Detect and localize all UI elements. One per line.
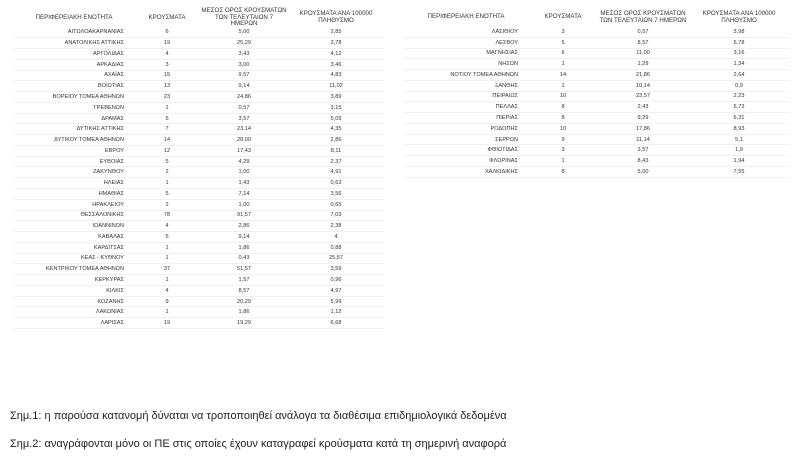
table-row (404, 134, 790, 145)
table-header-row (404, 8, 790, 27)
avg-cell: 21,86 (598, 70, 688, 81)
table-row (14, 253, 384, 264)
per100k-cell: 3,78 (288, 38, 384, 49)
table-row (404, 48, 790, 59)
area-cell: ΔΥΤΙΚΗΣ ΑΤΤΙΚΗΣ (14, 124, 134, 135)
table-row (404, 166, 790, 177)
avg-cell: 20,29 (200, 296, 288, 307)
table-row (404, 59, 790, 70)
area-cell: ΣΕΡΡΩΝ (404, 134, 528, 145)
cases-cell: 2 (134, 199, 200, 210)
table-row (14, 188, 384, 199)
per100k-cell: 4,97 (288, 285, 384, 296)
area-cell: ΠΙΕΡΙΑΣ (404, 113, 528, 124)
per100k-cell: 0,88 (288, 242, 384, 253)
area-cell: ΜΑΓΝΗΣΙΑΣ (404, 48, 528, 59)
area-cell: ΡΟΔΟΠΗΣ (404, 123, 528, 134)
table-row (404, 70, 790, 81)
area-cell: ΕΒΡΟΥ (14, 145, 134, 156)
area-cell: ΠΕΙΡΑΙΩΣ (404, 91, 528, 102)
area-cell: ΦΘΙΩΤΙΔΑΣ (404, 145, 528, 156)
cases-cell: 14 (528, 70, 598, 81)
per100k-cell: 2,23 (688, 91, 790, 102)
area-cell: ΠΕΛΛΑΣ (404, 102, 528, 113)
cases-cell: 1 (134, 307, 200, 318)
cases-cell: 37 (134, 264, 200, 275)
area-cell: ΛΑΣΙΘΙΟΥ (404, 27, 528, 37)
table-row (14, 113, 384, 124)
table-row (404, 156, 790, 167)
cases-cell: 14 (134, 135, 200, 146)
table-row (14, 124, 384, 135)
avg-cell: 1,29 (598, 59, 688, 70)
avg-cell: 9,14 (200, 232, 288, 243)
per100k-cell: 6,31 (688, 113, 790, 124)
avg-cell: 91,57 (200, 210, 288, 221)
table-row (14, 102, 384, 113)
area-cell: ΚΕΑΣ - ΚΥΘΝΟΥ (14, 253, 134, 264)
cases-cell: 10 (528, 123, 598, 134)
area-cell: ΔΥΤΙΚΟΥ ΤΟΜΕΑ ΑΘΗΝΩΝ (14, 135, 134, 146)
cases-cell: 1 (134, 102, 200, 113)
cases-cell: 8 (528, 113, 598, 124)
table-row (14, 199, 384, 210)
per100k-cell: 3,16 (688, 48, 790, 59)
avg-cell: 11,14 (598, 134, 688, 145)
cases-cell: 7 (134, 124, 200, 135)
avg-cell: 8,43 (598, 156, 688, 167)
area-cell: ΚΕΝΤΡΙΚΟΥ ΤΟΜΕΑ ΑΘΗΝΩΝ (14, 264, 134, 275)
per100k-cell: 2,38 (288, 221, 384, 232)
per100k-cell: 3,89 (288, 92, 384, 103)
per100k-cell: 1,94 (688, 156, 790, 167)
cases-column-header: ΚΡΟΥΣΜΑΤΑ (148, 13, 186, 21)
per100k-cell: 7,03 (288, 210, 384, 221)
avg-cell: 7,14 (200, 188, 288, 199)
area-cell: ΒΟΡΕΙΟΥ ΤΟΜΕΑ ΑΘΗΝΩΝ (14, 92, 134, 103)
avg-cell: 1,00 (200, 167, 288, 178)
per100k-cell: 0,65 (288, 199, 384, 210)
per100k-cell: 4,12 (288, 49, 384, 60)
table-row (404, 91, 790, 102)
per100k-cell: 5,99 (288, 296, 384, 307)
cases-cell: 6 (528, 48, 598, 59)
avg-cell: 3,57 (598, 145, 688, 156)
cases-cell: 4 (134, 221, 200, 232)
table-row (404, 123, 790, 134)
per100k-cell: 3,59 (288, 264, 384, 275)
area-cell: ΘΕΣΣΑΛΟΝΙΚΗΣ (14, 210, 134, 221)
per100k-cell: 3,56 (288, 188, 384, 199)
table-row (14, 232, 384, 243)
per100k-cell: 4,35 (288, 124, 384, 135)
table-row (14, 38, 384, 49)
table-header-row (14, 8, 384, 28)
avg-cell: 17,43 (200, 145, 288, 156)
avg-cell: 3,00 (200, 59, 288, 70)
avg-column-header: ΜΕΣΟΣ ΟΡΟΣ ΚΡΟΥΣΜΑΤΩΝ ΤΩΝ ΤΕΛΕΥΤΑΙΩΝ 7 ΗΜΕΡΩΝ (599, 10, 687, 24)
table-row (14, 275, 384, 286)
avg-column-header: ΜΕΣΟΣ ΟΡΟΣ ΚΡΟΥΣΜΑΤΩΝ ΤΩΝ ΤΕΛΕΥΤΑΙΩΝ 7 ΗΜΕΡΩΝ (201, 7, 287, 27)
avg-cell: 25,29 (200, 38, 288, 49)
table-row (404, 113, 790, 124)
cases-cell: 1 (528, 156, 598, 167)
avg-cell: 51,57 (200, 264, 288, 275)
per100k-cell: 6,68 (288, 318, 384, 329)
area-cell: ΑΡΚΑΔΙΑΣ (14, 59, 134, 70)
avg-cell: 1,43 (200, 178, 288, 189)
per100k-cell: 4 (288, 232, 384, 243)
per100k-cell: 11,02 (288, 81, 384, 92)
table-row (14, 285, 384, 296)
area-cell: ΗΜΑΘΙΑΣ (14, 188, 134, 199)
table-row (14, 307, 384, 318)
table-row (14, 178, 384, 189)
cases-cell: 13 (134, 81, 200, 92)
area-cell: ΔΡΑΜΑΣ (14, 113, 134, 124)
table-row (14, 81, 384, 92)
avg-cell: 19,29 (200, 318, 288, 329)
per100k-cell: 3,46 (288, 59, 384, 70)
footnote-2: Σημ.2: αναγράφονται μόνο οι ΠΕ στις οποίες έχουν καταγραφεί κρούσματα κατά τη σημερινή αναφορά (10, 438, 507, 450)
area-cell: ΑΙΤΩΛΟΑΚΑΡΝΑΝΙΑΣ (14, 28, 134, 38)
right-cases-table (404, 8, 790, 178)
area-cell: ΛΕΣΒΟΥ (404, 37, 528, 48)
avg-cell: 23,14 (200, 124, 288, 135)
area-cell: ΗΡΑΚΛΕΙΟΥ (14, 199, 134, 210)
cases-cell: 1 (134, 242, 200, 253)
area-cell: ΛΑΡΙΣΑΣ (14, 318, 134, 329)
per100k-cell: 8,11 (288, 145, 384, 156)
cases-cell: 1 (134, 253, 200, 264)
area-column-header: ΠΕΡΙΦΕΡΕΙΑΚΗ ΕΝΟΤΗΤΑ (35, 13, 113, 21)
avg-cell: 8,57 (598, 37, 688, 48)
cases-cell: 4 (134, 285, 200, 296)
table-row (14, 92, 384, 103)
cases-cell: 5 (528, 37, 598, 48)
table-row (404, 80, 790, 91)
avg-cell: 24,86 (200, 92, 288, 103)
area-cell: ΑΝΑΤΟΛΙΚΗΣ ΑΤΤΙΚΗΣ (14, 38, 134, 49)
per100k-cell: 3,98 (688, 27, 790, 37)
cases-cell: 3 (134, 59, 200, 70)
cases-tables (14, 8, 790, 403)
cases-cell: 5 (134, 113, 200, 124)
per100k-cell: 2,85 (288, 28, 384, 38)
cases-cell: 19 (134, 318, 200, 329)
per100k-cell: 1,12 (288, 307, 384, 318)
table-row (404, 27, 790, 37)
per100k-cell: 8,93 (688, 123, 790, 134)
cases-cell: 8 (528, 166, 598, 177)
avg-cell: 9,29 (598, 113, 688, 124)
table-row (14, 156, 384, 167)
per100k-cell: 0,9 (688, 80, 790, 91)
left-cases-table (14, 8, 384, 329)
footnote-1: Σημ.1: η παρούσα κατανομή δύναται να τροποποιηθεί ανάλογα τα διαθέσιμα επιδημιολογικά δεδομένα (10, 410, 507, 422)
cases-cell: 1 (528, 80, 598, 91)
left-table-body (14, 28, 384, 329)
per100k-cell: 0,63 (288, 178, 384, 189)
area-cell: ΑΧΑΪΑΣ (14, 70, 134, 81)
table-row (14, 28, 384, 38)
avg-cell: 11,00 (598, 48, 688, 59)
table-row (14, 167, 384, 178)
avg-cell: 2,43 (598, 102, 688, 113)
per100k-cell: 5,09 (288, 113, 384, 124)
footnotes (10, 409, 790, 450)
avg-cell: 0,43 (200, 253, 288, 264)
area-cell: ΚΑΒΑΛΑΣ (14, 232, 134, 243)
table-row (14, 145, 384, 156)
avg-cell: 5,00 (200, 28, 288, 38)
per100k-cell: 3,15 (288, 102, 384, 113)
cases-cell: 12 (134, 145, 200, 156)
table-row (14, 318, 384, 329)
cases-cell: 6 (134, 28, 200, 38)
table-row (14, 242, 384, 253)
cases-cell: 1 (528, 59, 598, 70)
table-row (404, 102, 790, 113)
avg-cell: 9,14 (200, 81, 288, 92)
area-cell: ΚΑΡΔΙΤΣΑΣ (14, 242, 134, 253)
cases-cell: 19 (134, 38, 200, 49)
avg-cell: 3,43 (200, 49, 288, 60)
avg-cell: 28,00 (200, 135, 288, 146)
per100k-column-header: ΚΡΟΥΣΜΑΤΑ ΑΝΑ 100000 ΠΛΗΘΥΣΜΟ (299, 10, 373, 24)
cases-cell: 2 (134, 167, 200, 178)
table-row (14, 264, 384, 275)
per100k-cell: 1,9 (688, 145, 790, 156)
cases-cell: 9 (134, 296, 200, 307)
area-cell: ΚΕΡΚΥΡΑΣ (14, 275, 134, 286)
cases-cell: 5 (134, 232, 200, 243)
avg-cell: 9,57 (200, 70, 288, 81)
avg-cell: 1,86 (200, 242, 288, 253)
cases-cell: 1 (134, 275, 200, 286)
table-row (14, 59, 384, 70)
area-column-header: ΠΕΡΙΦΕΡΕΙΑΚΗ ΕΝΟΤΗΤΑ (427, 13, 505, 21)
right-table-body (404, 27, 790, 177)
avg-cell: 2,86 (200, 221, 288, 232)
cases-cell: 5 (134, 188, 200, 199)
table-row (14, 49, 384, 60)
cases-cell: 10 (528, 91, 598, 102)
per100k-cell: 5,1 (688, 134, 790, 145)
cases-cell: 5 (134, 156, 200, 167)
cases-cell: 23 (134, 92, 200, 103)
avg-cell: 10,14 (598, 80, 688, 91)
per100k-cell: 1,34 (688, 59, 790, 70)
area-cell: ΙΩΑΝΝΙΝΩΝ (14, 221, 134, 232)
avg-cell: 3,57 (200, 113, 288, 124)
avg-cell: 1,57 (200, 275, 288, 286)
area-cell: ΒΟΙΩΤΙΑΣ (14, 81, 134, 92)
avg-cell: 17,86 (598, 123, 688, 134)
per100k-cell: 5,78 (688, 37, 790, 48)
avg-cell: 1,86 (200, 307, 288, 318)
avg-cell: 5,00 (598, 166, 688, 177)
cases-cell: 3 (528, 27, 598, 37)
avg-cell: 1,00 (200, 199, 288, 210)
avg-cell: 0,57 (200, 102, 288, 113)
per100k-cell: 4,83 (288, 70, 384, 81)
area-cell: ΦΛΩΡΙΝΑΣ (404, 156, 528, 167)
per100k-cell: 0,96 (288, 275, 384, 286)
area-cell: ΝΟΤΙΟΥ ΤΟΜΕΑ ΑΘΗΝΩΝ (404, 70, 528, 81)
avg-cell: 4,29 (200, 156, 288, 167)
area-cell: ΚΙΛΚΙΣ (14, 285, 134, 296)
per100k-cell: 7,55 (688, 166, 790, 177)
per100k-cell: 2,64 (688, 70, 790, 81)
cases-cell: 3 (528, 145, 598, 156)
cases-cell: 9 (528, 134, 598, 145)
area-cell: ΑΡΓΟΛΙΔΑΣ (14, 49, 134, 60)
area-cell: ΞΑΝΘΗΣ (404, 80, 528, 91)
table-row (404, 145, 790, 156)
table-row (14, 221, 384, 232)
area-cell: ΚΟΖΑΝΗΣ (14, 296, 134, 307)
area-cell: ΗΛΕΙΑΣ (14, 178, 134, 189)
cases-cell: 78 (134, 210, 200, 221)
area-cell: ΓΡΕΒΕΝΩΝ (14, 102, 134, 113)
per100k-column-header: ΚΡΟΥΣΜΑΤΑ ΑΝΑ 100000 ΠΛΗΘΥΣΜΟ (702, 10, 776, 24)
per100k-cell: 5,73 (688, 102, 790, 113)
area-cell: ΛΑΚΩΝΙΑΣ (14, 307, 134, 318)
area-cell: ΝΗΣΩΝ (404, 59, 528, 70)
table-row (14, 135, 384, 146)
table-row (404, 37, 790, 48)
cases-column-header: ΚΡΟΥΣΜΑΤΑ (544, 13, 582, 21)
per100k-cell: 4,91 (288, 167, 384, 178)
cases-cell: 15 (134, 70, 200, 81)
avg-cell: 0,57 (598, 27, 688, 37)
area-cell: ΕΥΒΟΙΑΣ (14, 156, 134, 167)
cases-cell: 8 (528, 102, 598, 113)
area-cell: ΖΑΚΥΝΘΟΥ (14, 167, 134, 178)
avg-cell: 23,57 (598, 91, 688, 102)
table-row (14, 70, 384, 81)
per100k-cell: 25,57 (288, 253, 384, 264)
table-row (14, 210, 384, 221)
per100k-cell: 2,86 (288, 135, 384, 146)
avg-cell: 8,57 (200, 285, 288, 296)
per100k-cell: 2,37 (288, 156, 384, 167)
area-cell: ΧΑΛΚΙΔΙΚΗΣ (404, 166, 528, 177)
cases-cell: 4 (134, 49, 200, 60)
table-row (14, 296, 384, 307)
cases-cell: 1 (134, 178, 200, 189)
